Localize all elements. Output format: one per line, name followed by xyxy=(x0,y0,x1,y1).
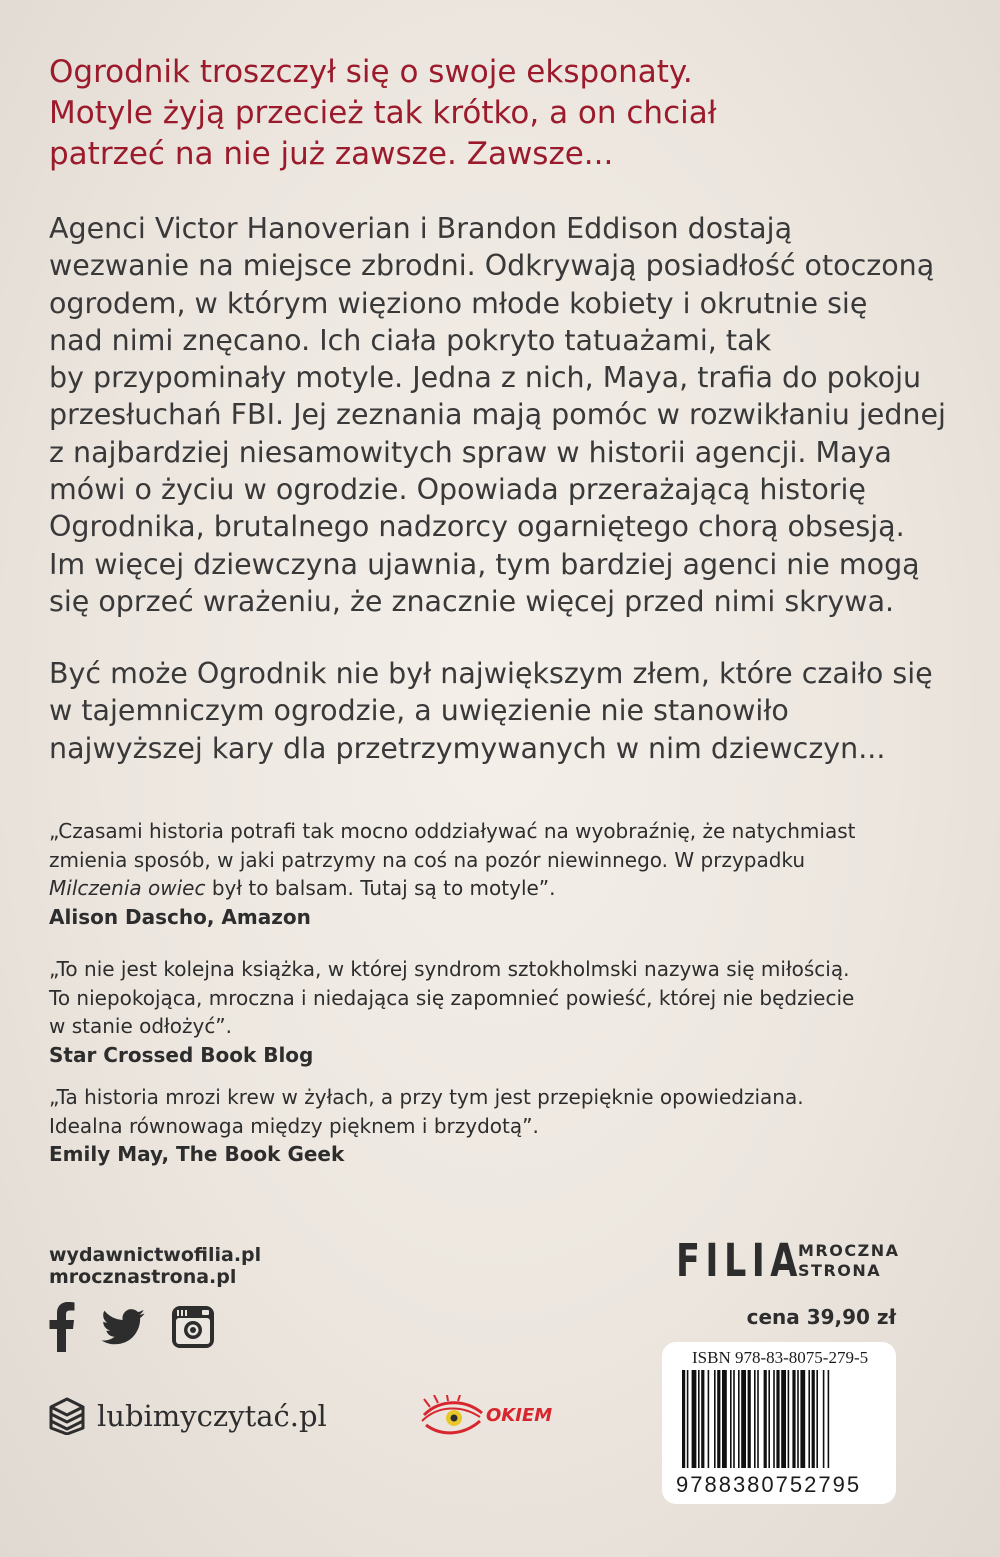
barcode-bar xyxy=(692,1370,697,1468)
barcode-bar xyxy=(828,1370,830,1468)
review-source: Star Crossed Book Blog xyxy=(49,1042,314,1067)
review-line: „Ta historia mrozi krew w żyłach, a przy tym jest przepięknie opowiedziana. xyxy=(49,1085,804,1109)
blurb-line: mówi o życiu w ogrodzie. Opowiada przerażającą historię xyxy=(49,473,866,507)
twitter-icon[interactable] xyxy=(101,1309,145,1345)
filia-sub-line: STRONA xyxy=(798,1260,882,1280)
barcode-bar xyxy=(800,1370,805,1468)
barcode-bar xyxy=(792,1370,795,1468)
blurb-paragraph-2 xyxy=(49,655,969,767)
review-line: w stanie odłożyć”. xyxy=(49,1014,233,1038)
blurb-line: z najbardziej niesamowitych spraw w historii agencji. Maya xyxy=(49,435,892,469)
blurb-line: najwyższej kary dla przetrzymywanych w nim dziewczyn... xyxy=(49,731,886,765)
blurb-line: Agenci Victor Hanoverian i Brandon Eddison dostają xyxy=(49,212,793,245)
review-quote xyxy=(49,955,969,1069)
filia-name: FILIA xyxy=(676,1234,803,1287)
review-line: „Czasami historia potrafi tak mocno oddziaływać na wyobraźnię, że natychmiast xyxy=(49,819,856,843)
barcode-bar xyxy=(682,1370,685,1468)
barcode xyxy=(682,1370,878,1474)
barcode-bar xyxy=(754,1370,756,1468)
blurb-line: przesłuchań FBI. Jej zeznania mają pomóc w rozwikłaniu jednej xyxy=(49,398,946,432)
review-quote xyxy=(49,1083,969,1169)
website-link[interactable]: wydawnictwofilia.pl xyxy=(49,1244,262,1266)
barcode-bar xyxy=(788,1370,790,1468)
social-icons xyxy=(49,1302,215,1352)
book-title: Milczenia owiec xyxy=(49,876,206,900)
barcode-bar xyxy=(781,1370,786,1468)
barcode-bar xyxy=(714,1370,716,1468)
review-source: Alison Dascho, Amazon xyxy=(49,904,311,929)
barcode-bar xyxy=(812,1370,815,1468)
blurb-line: się oprzeć wrażeniu, że znacznie więcej przed nimi skrywa. xyxy=(49,584,895,618)
review-line: Idealna równowaga między pięknem i brzydotą”. xyxy=(49,1113,539,1138)
price: cena 39,90 zł xyxy=(746,1305,896,1329)
filia-logo xyxy=(676,1234,899,1287)
review-line xyxy=(49,874,969,903)
instagram-icon[interactable] xyxy=(171,1305,215,1349)
barcode-bar xyxy=(773,1370,775,1468)
barcode-bar xyxy=(823,1370,825,1468)
okiem-text: OKIEM xyxy=(486,1405,553,1426)
lubimyczytac-logo[interactable] xyxy=(49,1397,327,1435)
okiem-logo xyxy=(420,1395,570,1445)
barcode-bar xyxy=(733,1370,735,1468)
barcode-bar xyxy=(797,1370,799,1468)
isbn-text: ISBN 978-83-8075-279-5 xyxy=(692,1348,869,1367)
barcode-bar xyxy=(764,1370,767,1468)
review-quote xyxy=(49,817,969,931)
barcode-bar xyxy=(708,1370,710,1468)
barcode-bar xyxy=(722,1370,727,1468)
review-source: Emily May, The Book Geek xyxy=(49,1142,345,1166)
barcode-digits: 9788380752795 xyxy=(676,1472,862,1497)
barcode-bar xyxy=(738,1370,740,1468)
barcode-bar xyxy=(748,1370,751,1468)
blurb-line: wezwanie na miejsce zbrodni. Odkrywają posiadłość otoczoną xyxy=(49,249,935,283)
barcode-bar xyxy=(701,1370,704,1468)
blurb-line: Być może Ogrodnik nie był największym złem, które czaiło się xyxy=(49,657,933,690)
website-link[interactable]: mrocznastrona.pl xyxy=(49,1266,237,1288)
barcode-bar xyxy=(757,1370,759,1468)
website-links xyxy=(49,1244,261,1288)
review-line: „To nie jest kolejna książka, w której syndrom sztokholmski nazywa się miłością. xyxy=(49,957,850,981)
blurb-line: by przypominały motyle. Jedna z nich, Maya, trafia do pokoju xyxy=(49,361,922,395)
blurb-line: ogrodem, w którym więziono młode kobiety i okrutnie się xyxy=(49,286,868,320)
blurb-line: Ogrodnika, brutalnego nadzorcy ogarniętego chorą obsesją. xyxy=(49,510,905,544)
blurb-paragraph-1 xyxy=(49,210,969,620)
barcode-bar xyxy=(687,1370,689,1468)
barcode-bar xyxy=(717,1370,720,1468)
lubimyczytac-text: lubimyczytać.pl xyxy=(97,1399,327,1433)
tagline-line: patrzeć na nie już zawsze. Zawsze... xyxy=(49,136,614,172)
filia-subtitle xyxy=(798,1241,899,1281)
barcode-bar xyxy=(698,1370,700,1468)
barcode-bar xyxy=(776,1370,779,1468)
review-line: zmienia sposób, w jaki patrzymy na coś na pozór niewinnego. W przypadku xyxy=(49,847,806,872)
barcode-bar xyxy=(768,1370,770,1468)
tagline-line: Ogrodnik troszczył się o swoje eksponaty. xyxy=(49,54,693,90)
tagline-line: Motyle żyją przecież tak krótko, a on chciał xyxy=(49,95,717,131)
blurb-line: nad nimi znęcano. Ich ciała pokryto tatuażami, tak xyxy=(49,323,772,357)
barcode-bar xyxy=(808,1370,810,1468)
blurb-line: Im więcej dziewczyna ujawnia, tym bardziej agenci nie mogą xyxy=(49,547,920,581)
books-icon xyxy=(49,1397,85,1435)
facebook-icon[interactable] xyxy=(49,1302,75,1352)
review-line: To niepokojąca, mroczna i niedająca się zapomnieć powieść, której nie będziecie xyxy=(49,985,855,1010)
review-text: był to balsam. Tutaj są to motyle”. xyxy=(205,876,556,900)
tagline xyxy=(49,52,949,175)
barcode-bar xyxy=(741,1370,746,1468)
barcode-label xyxy=(662,1342,896,1504)
barcode-bar xyxy=(816,1370,818,1468)
blurb-line: w tajemniczym ogrodzie, a uwięzienie nie stanowiło xyxy=(49,694,789,728)
filia-sub-line: MROCZNA xyxy=(798,1240,900,1260)
barcode-bar xyxy=(730,1370,732,1468)
